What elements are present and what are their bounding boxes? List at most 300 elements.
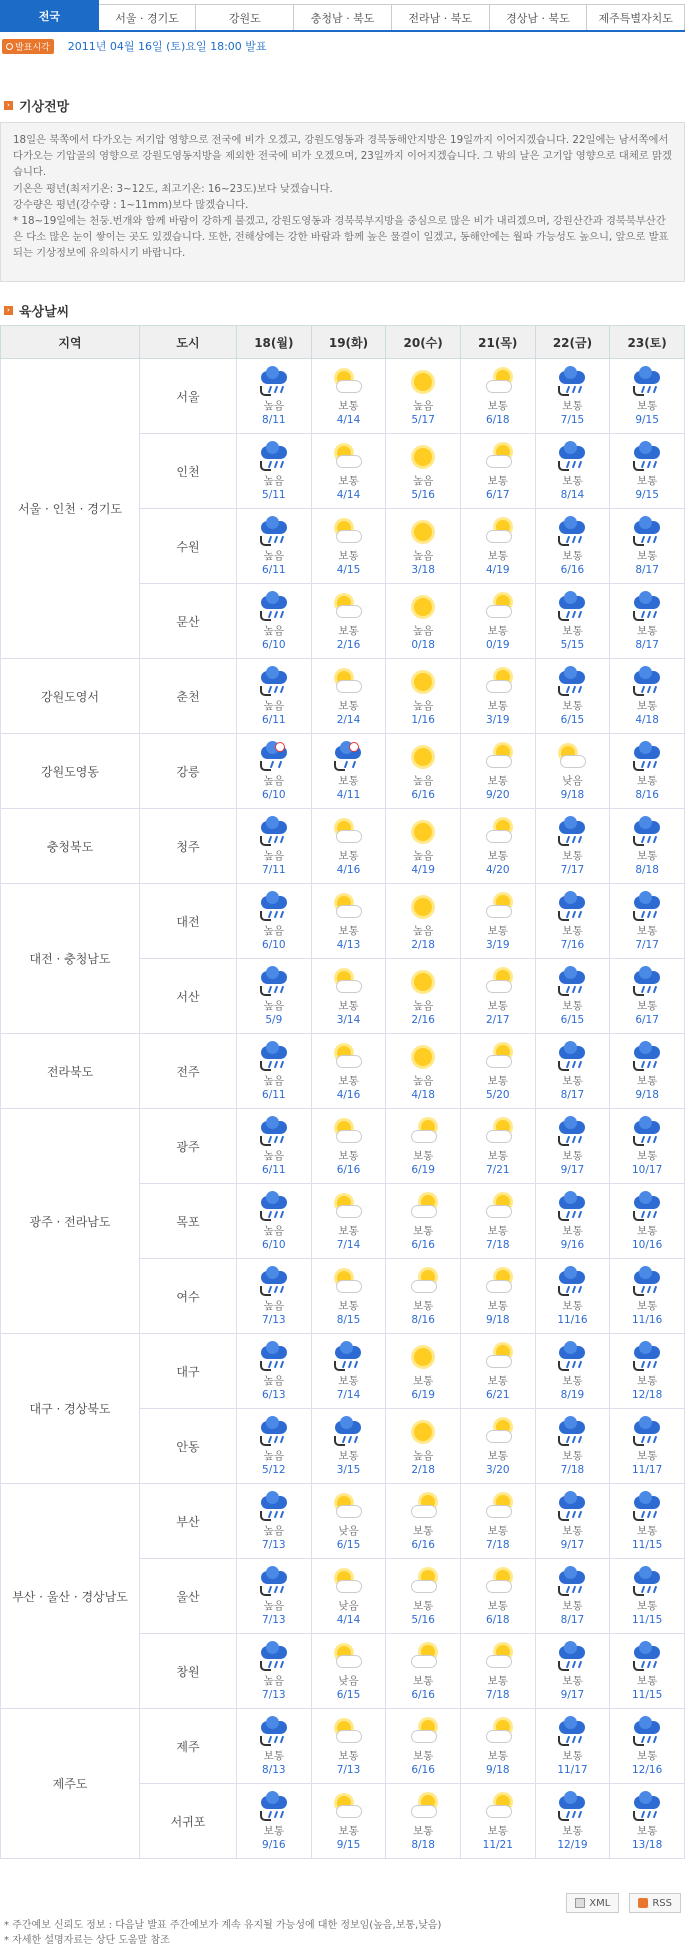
sun-icon bbox=[406, 517, 440, 547]
weather-table bbox=[0, 325, 685, 1859]
forecast-cell bbox=[311, 959, 386, 1034]
temperature-range: 7/18 bbox=[486, 1538, 510, 1551]
header-cell: 19(화) bbox=[311, 326, 386, 359]
forecast-cell bbox=[535, 509, 610, 584]
forecast-cell bbox=[460, 359, 535, 434]
outlook-title bbox=[4, 96, 69, 115]
forecast-cell bbox=[311, 1634, 386, 1709]
forecast-cell bbox=[460, 1559, 535, 1634]
rss-button[interactable] bbox=[629, 1893, 681, 1913]
forecast-content bbox=[461, 1567, 535, 1626]
forecast-cell bbox=[535, 809, 610, 884]
rain-icon bbox=[630, 892, 664, 922]
sun-cloud-icon bbox=[481, 1417, 515, 1447]
reliability-label: 높음 bbox=[412, 924, 434, 937]
forecast-cell bbox=[610, 1034, 685, 1109]
forecast-content bbox=[610, 1267, 684, 1326]
forecast-cell bbox=[311, 1034, 386, 1109]
forecast-content bbox=[312, 892, 386, 951]
reliability-label: 높음 bbox=[412, 849, 434, 862]
forecast-content bbox=[386, 1192, 460, 1251]
rain-icon bbox=[257, 892, 291, 922]
forecast-cell bbox=[610, 659, 685, 734]
forecast-cell bbox=[237, 1634, 312, 1709]
forecast-content bbox=[536, 1192, 610, 1251]
forecast-content bbox=[237, 367, 311, 426]
reliability-label: 높음 bbox=[263, 1074, 284, 1087]
reliability-label: 보통 bbox=[562, 1449, 583, 1462]
forecast-cell bbox=[386, 959, 461, 1034]
forecast-cell bbox=[237, 1784, 312, 1859]
arrow-icon: › bbox=[4, 101, 13, 110]
table-row bbox=[1, 359, 685, 434]
forecast-cell bbox=[610, 1184, 685, 1259]
forecast-content bbox=[461, 592, 535, 651]
forecast-cell bbox=[311, 509, 386, 584]
partly-cloudy-icon bbox=[331, 1492, 365, 1522]
tab-0[interactable]: 전국 bbox=[0, 0, 99, 30]
rain-snow-icon bbox=[257, 742, 291, 772]
forecast-content bbox=[461, 1117, 535, 1176]
reliability-label: 높음 bbox=[412, 474, 434, 487]
temperature-range: 6/15 bbox=[336, 1688, 361, 1701]
note-line: * 주간예보 신뢰도 정보 : 다음날 발표 주간예보가 계속 유지될 가능성에 대한 정보임(높음,보통,낮음) bbox=[4, 1920, 442, 1931]
temperature-range: 9/17 bbox=[560, 1688, 585, 1701]
temperature-range: 11/16 bbox=[557, 1313, 588, 1326]
reliability-label: 보통 bbox=[562, 924, 583, 937]
temperature-range: 11/16 bbox=[632, 1313, 663, 1326]
temperature-range: 9/18 bbox=[486, 1763, 510, 1776]
reliability-label: 보통 bbox=[338, 774, 359, 787]
partly-cloudy-icon bbox=[331, 892, 365, 922]
temperature-range: 0/18 bbox=[411, 638, 435, 651]
sun-icon bbox=[406, 367, 440, 397]
temperature-range: 13/18 bbox=[632, 1838, 663, 1851]
forecast-content bbox=[610, 1042, 684, 1101]
forecast-content bbox=[312, 1342, 386, 1401]
city-name: 대구 bbox=[140, 1334, 237, 1409]
forecast-cell bbox=[535, 959, 610, 1034]
temperature-range: 6/15 bbox=[560, 1013, 585, 1026]
region-tabs bbox=[0, 0, 685, 32]
forecast-content bbox=[610, 1192, 684, 1251]
temperature-range: 7/18 bbox=[486, 1238, 510, 1251]
forecast-cell bbox=[535, 1709, 610, 1784]
temperature-range: 4/14 bbox=[336, 1613, 361, 1626]
city-name: 인천 bbox=[140, 434, 237, 509]
forecast-cell bbox=[237, 434, 312, 509]
rain-icon bbox=[555, 1642, 589, 1672]
reliability-label: 보통 bbox=[636, 1374, 658, 1387]
temperature-range: 9/17 bbox=[560, 1538, 585, 1551]
reliability-label: 높음 bbox=[263, 699, 284, 712]
forecast-content bbox=[237, 967, 311, 1026]
reliability-label: 높음 bbox=[412, 1074, 434, 1087]
table-row bbox=[1, 1334, 685, 1409]
outlook-box bbox=[0, 122, 685, 282]
reliability-label: 보통 bbox=[338, 1449, 359, 1462]
temperature-range: 12/18 bbox=[632, 1388, 663, 1401]
forecast-content bbox=[312, 667, 386, 726]
rain-icon bbox=[630, 1567, 664, 1597]
forecast-content bbox=[536, 592, 610, 651]
sun-icon bbox=[406, 817, 440, 847]
tab-6[interactable]: 제주특별자치도 bbox=[587, 4, 685, 30]
reliability-label: 보통 bbox=[412, 1749, 434, 1762]
reliability-label: 보통 bbox=[562, 624, 583, 637]
forecast-cell bbox=[460, 584, 535, 659]
forecast-content bbox=[536, 892, 610, 951]
temperature-range: 4/16 bbox=[336, 863, 361, 876]
temperature-range: 8/16 bbox=[411, 1313, 435, 1326]
sun-icon bbox=[406, 592, 440, 622]
forecast-content bbox=[610, 892, 684, 951]
reliability-label: 보통 bbox=[636, 1224, 658, 1237]
forecast-content bbox=[386, 817, 460, 876]
rss-label: RSS bbox=[652, 1897, 672, 1909]
tab-5[interactable]: 경상남 · 북도 bbox=[490, 4, 588, 30]
reliability-label: 높음 bbox=[263, 999, 284, 1012]
temperature-range: 8/16 bbox=[635, 788, 659, 801]
forecast-content bbox=[237, 592, 311, 651]
reliability-label: 높음 bbox=[412, 624, 434, 637]
header-cell: 지역 bbox=[1, 326, 140, 359]
forecast-content bbox=[536, 1642, 610, 1701]
reliability-label: 높음 bbox=[412, 399, 434, 412]
reliability-label: 보통 bbox=[338, 1224, 359, 1237]
city-name: 춘천 bbox=[140, 659, 237, 734]
forecast-content bbox=[461, 1042, 535, 1101]
temperature-range: 8/17 bbox=[560, 1088, 585, 1101]
forecast-content bbox=[312, 1492, 386, 1551]
forecast-cell bbox=[460, 1259, 535, 1334]
reliability-label: 보통 bbox=[487, 1299, 508, 1312]
forecast-cell bbox=[610, 884, 685, 959]
xml-icon bbox=[575, 1898, 585, 1908]
temperature-range: 12/16 bbox=[632, 1763, 663, 1776]
header-cell: 22(금) bbox=[535, 326, 610, 359]
temperature-range: 5/9 bbox=[265, 1013, 283, 1026]
forecast-cell bbox=[311, 1334, 386, 1409]
tab-1[interactable]: 서울 · 경기도 bbox=[99, 4, 197, 30]
forecast-cell bbox=[386, 1034, 461, 1109]
forecast-content bbox=[312, 742, 386, 801]
reliability-label: 높음 bbox=[263, 1674, 284, 1687]
forecast-content bbox=[610, 967, 684, 1026]
reliability-label: 높음 bbox=[263, 399, 284, 412]
reliability-label: 보통 bbox=[636, 1299, 658, 1312]
reliability-label: 보통 bbox=[562, 1824, 583, 1837]
rain-icon bbox=[555, 1042, 589, 1072]
rain-icon bbox=[555, 667, 589, 697]
arrow-icon: › bbox=[4, 306, 13, 315]
forecast-cell bbox=[386, 434, 461, 509]
reliability-label: 보통 bbox=[636, 399, 658, 412]
sun-icon bbox=[406, 967, 440, 997]
partly-cloudy-icon bbox=[331, 817, 365, 847]
temperature-range: 6/16 bbox=[336, 1163, 361, 1176]
temperature-range: 8/18 bbox=[635, 863, 659, 876]
outlook-title-text: 기상전망 bbox=[19, 100, 70, 115]
forecast-cell bbox=[610, 959, 685, 1034]
forecast-content bbox=[312, 817, 386, 876]
partly-cloudy-icon bbox=[331, 967, 365, 997]
temperature-range: 3/19 bbox=[486, 713, 510, 726]
forecast-content bbox=[610, 442, 684, 501]
reliability-label: 높음 bbox=[263, 924, 284, 937]
forecast-cell bbox=[535, 584, 610, 659]
rain-icon bbox=[555, 1567, 589, 1597]
reliability-label: 보통 bbox=[487, 1524, 508, 1537]
forecast-content bbox=[610, 1792, 684, 1851]
temperature-range: 9/18 bbox=[560, 788, 585, 801]
forecast-cell bbox=[386, 1484, 461, 1559]
forecast-content bbox=[386, 1342, 460, 1401]
region-name: 서울 · 인천 · 경기도 bbox=[1, 359, 140, 659]
sun-icon bbox=[406, 442, 440, 472]
temperature-range: 7/18 bbox=[560, 1463, 585, 1476]
temperature-range: 6/21 bbox=[486, 1388, 510, 1401]
city-name: 부산 bbox=[140, 1484, 237, 1559]
forecast-content bbox=[237, 667, 311, 726]
rain-icon bbox=[555, 592, 589, 622]
forecast-cell bbox=[460, 1409, 535, 1484]
rain-icon bbox=[555, 367, 589, 397]
city-name: 제주 bbox=[140, 1709, 237, 1784]
table-row bbox=[1, 1709, 685, 1784]
forecast-content bbox=[386, 742, 460, 801]
temperature-range: 7/14 bbox=[336, 1388, 361, 1401]
temperature-range: 4/18 bbox=[411, 1088, 435, 1101]
city-name: 서산 bbox=[140, 959, 237, 1034]
forecast-content bbox=[237, 442, 311, 501]
forecast-content bbox=[610, 1492, 684, 1551]
reliability-label: 보통 bbox=[412, 1524, 434, 1537]
tab-4[interactable]: 전라남 · 북도 bbox=[392, 4, 490, 30]
xml-button[interactable] bbox=[566, 1893, 619, 1913]
city-name: 문산 bbox=[140, 584, 237, 659]
reliability-label: 보통 bbox=[487, 1749, 508, 1762]
sun-cloud-icon bbox=[481, 667, 515, 697]
rain-icon bbox=[630, 1267, 664, 1297]
forecast-content bbox=[312, 442, 386, 501]
forecast-cell bbox=[610, 359, 685, 434]
temperature-range: 0/19 bbox=[486, 638, 510, 651]
rain-icon bbox=[555, 1792, 589, 1822]
region-name: 대구 · 경상북도 bbox=[1, 1334, 140, 1484]
rain-icon bbox=[630, 1117, 664, 1147]
temperature-range: 6/16 bbox=[411, 1763, 435, 1776]
reliability-label: 보통 bbox=[487, 999, 508, 1012]
temperature-range: 7/13 bbox=[262, 1538, 286, 1551]
sun-cloud-icon bbox=[406, 1717, 440, 1747]
sun-cloud-icon bbox=[481, 742, 515, 772]
rain-icon bbox=[555, 1342, 589, 1372]
sun-cloud-icon bbox=[481, 442, 515, 472]
sun-cloud-icon bbox=[406, 1792, 440, 1822]
reliability-label: 높음 bbox=[263, 1224, 284, 1237]
rain-icon bbox=[555, 1492, 589, 1522]
temperature-range: 4/16 bbox=[336, 1088, 361, 1101]
temperature-range: 6/17 bbox=[486, 488, 510, 501]
rain-icon bbox=[257, 1042, 291, 1072]
temperature-range: 5/20 bbox=[486, 1088, 510, 1101]
reliability-label: 보통 bbox=[636, 1149, 658, 1162]
forecast-cell bbox=[460, 1184, 535, 1259]
temperature-range: 4/14 bbox=[336, 488, 361, 501]
temperature-range: 6/10 bbox=[262, 638, 286, 651]
temperature-range: 4/11 bbox=[336, 788, 361, 801]
forecast-content bbox=[312, 1567, 386, 1626]
city-name: 목포 bbox=[140, 1184, 237, 1259]
temperature-range: 1/16 bbox=[411, 713, 435, 726]
reliability-label: 보통 bbox=[487, 1599, 508, 1612]
temperature-range: 7/14 bbox=[336, 1238, 361, 1251]
temperature-range: 8/19 bbox=[560, 1388, 585, 1401]
forecast-content bbox=[386, 367, 460, 426]
forecast-cell bbox=[237, 884, 312, 959]
rain-icon bbox=[331, 1417, 365, 1447]
reliability-label: 보통 bbox=[636, 624, 658, 637]
forecast-cell bbox=[386, 359, 461, 434]
rain-icon bbox=[630, 592, 664, 622]
rain-icon bbox=[630, 817, 664, 847]
forecast-cell bbox=[460, 734, 535, 809]
forecast-cell bbox=[311, 1559, 386, 1634]
partly-cloudy-icon bbox=[331, 1192, 365, 1222]
rain-icon bbox=[257, 592, 291, 622]
reliability-label: 보통 bbox=[562, 1299, 583, 1312]
temperature-range: 6/17 bbox=[635, 1013, 659, 1026]
rss-icon bbox=[638, 1898, 648, 1908]
temperature-range: 9/15 bbox=[635, 488, 659, 501]
temperature-range: 8/13 bbox=[262, 1763, 286, 1776]
temperature-range: 3/14 bbox=[336, 1013, 361, 1026]
forecast-cell bbox=[535, 734, 610, 809]
forecast-cell bbox=[386, 1784, 461, 1859]
reliability-label: 보통 bbox=[412, 1224, 434, 1237]
reliability-label: 보통 bbox=[562, 999, 583, 1012]
temperature-range: 6/18 bbox=[486, 413, 510, 426]
forecast-cell bbox=[460, 1484, 535, 1559]
reliability-label: 높음 bbox=[263, 1149, 284, 1162]
temperature-range: 7/13 bbox=[262, 1688, 286, 1701]
forecast-cell bbox=[535, 1259, 610, 1334]
temperature-range: 6/15 bbox=[336, 1538, 361, 1551]
temperature-range: 11/15 bbox=[632, 1688, 663, 1701]
sun-cloud-icon bbox=[481, 1342, 515, 1372]
forecast-cell bbox=[610, 1334, 685, 1409]
rain-icon bbox=[555, 1717, 589, 1747]
tab-3[interactable]: 충청남 · 북도 bbox=[294, 4, 392, 30]
forecast-cell bbox=[386, 1184, 461, 1259]
reliability-label: 높음 bbox=[263, 1449, 284, 1462]
forecast-content bbox=[237, 742, 311, 801]
rain-icon bbox=[630, 1717, 664, 1747]
reliability-label: 보통 bbox=[487, 924, 508, 937]
temperature-range: 11/17 bbox=[557, 1763, 588, 1776]
tab-2[interactable]: 강원도 bbox=[196, 4, 294, 30]
temperature-range: 6/11 bbox=[262, 713, 286, 726]
forecast-cell bbox=[311, 434, 386, 509]
region-name: 제주도 bbox=[1, 1709, 140, 1859]
forecast-content bbox=[461, 667, 535, 726]
outlook-line: 강수량은 평년(강수량 : 1~11mm)보다 많겠습니다. bbox=[13, 198, 249, 211]
forecast-cell bbox=[386, 584, 461, 659]
reliability-label: 보통 bbox=[338, 699, 359, 712]
forecast-content bbox=[610, 1342, 684, 1401]
forecast-content bbox=[386, 1117, 460, 1176]
temperature-range: 8/18 bbox=[411, 1838, 435, 1851]
reliability-label: 보통 bbox=[636, 1074, 658, 1087]
forecast-content bbox=[536, 367, 610, 426]
rain-icon bbox=[257, 1642, 291, 1672]
forecast-content bbox=[386, 667, 460, 726]
forecast-content bbox=[386, 1567, 460, 1626]
reliability-label: 보통 bbox=[338, 1299, 359, 1312]
forecast-content bbox=[536, 442, 610, 501]
reliability-label: 보통 bbox=[636, 549, 658, 562]
region-name: 강원도영서 bbox=[1, 659, 140, 734]
reliability-label: 보통 bbox=[338, 1824, 359, 1837]
sun-icon bbox=[406, 742, 440, 772]
temperature-range: 4/14 bbox=[336, 413, 361, 426]
forecast-cell bbox=[610, 1634, 685, 1709]
temperature-range: 9/16 bbox=[560, 1238, 585, 1251]
forecast-cell bbox=[237, 359, 312, 434]
forecast-cell bbox=[610, 1559, 685, 1634]
temperature-range: 7/13 bbox=[336, 1763, 361, 1776]
temperature-range: 9/17 bbox=[560, 1163, 585, 1176]
temperature-range: 5/16 bbox=[411, 488, 435, 501]
sun-cloud-icon bbox=[406, 1267, 440, 1297]
temperature-range: 11/15 bbox=[632, 1613, 663, 1626]
partly-cloudy-icon bbox=[331, 442, 365, 472]
header-cell: 20(수) bbox=[386, 326, 461, 359]
reliability-label: 보통 bbox=[487, 1674, 508, 1687]
reliability-label: 보통 bbox=[562, 1599, 583, 1612]
rain-icon bbox=[257, 967, 291, 997]
rain-icon bbox=[257, 1267, 291, 1297]
forecast-content bbox=[312, 1267, 386, 1326]
forecast-cell bbox=[460, 809, 535, 884]
reliability-label: 높음 bbox=[412, 1449, 434, 1462]
reliability-label: 보통 bbox=[636, 1749, 658, 1762]
forecast-cell bbox=[237, 1184, 312, 1259]
temperature-range: 5/17 bbox=[411, 413, 435, 426]
reliability-label: 높음 bbox=[263, 624, 284, 637]
forecast-cell bbox=[460, 1709, 535, 1784]
temperature-range: 2/17 bbox=[486, 1013, 510, 1026]
reliability-label: 높음 bbox=[263, 1299, 284, 1312]
region-name: 부산 · 울산 · 경상남도 bbox=[1, 1484, 140, 1709]
forecast-content bbox=[461, 1642, 535, 1701]
forecast-content bbox=[610, 1117, 684, 1176]
forecast-content bbox=[386, 1042, 460, 1101]
reliability-label: 보통 bbox=[412, 1149, 434, 1162]
forecast-content bbox=[386, 517, 460, 576]
reliability-label: 보통 bbox=[487, 399, 508, 412]
reliability-label: 보통 bbox=[338, 549, 359, 562]
forecast-content bbox=[312, 1117, 386, 1176]
table-row bbox=[1, 1109, 685, 1184]
forecast-content bbox=[461, 967, 535, 1026]
reliability-label: 보통 bbox=[338, 399, 359, 412]
rain-icon bbox=[331, 1342, 365, 1372]
forecast-cell bbox=[311, 1709, 386, 1784]
reliability-label: 보통 bbox=[636, 924, 658, 937]
rain-icon bbox=[630, 1417, 664, 1447]
